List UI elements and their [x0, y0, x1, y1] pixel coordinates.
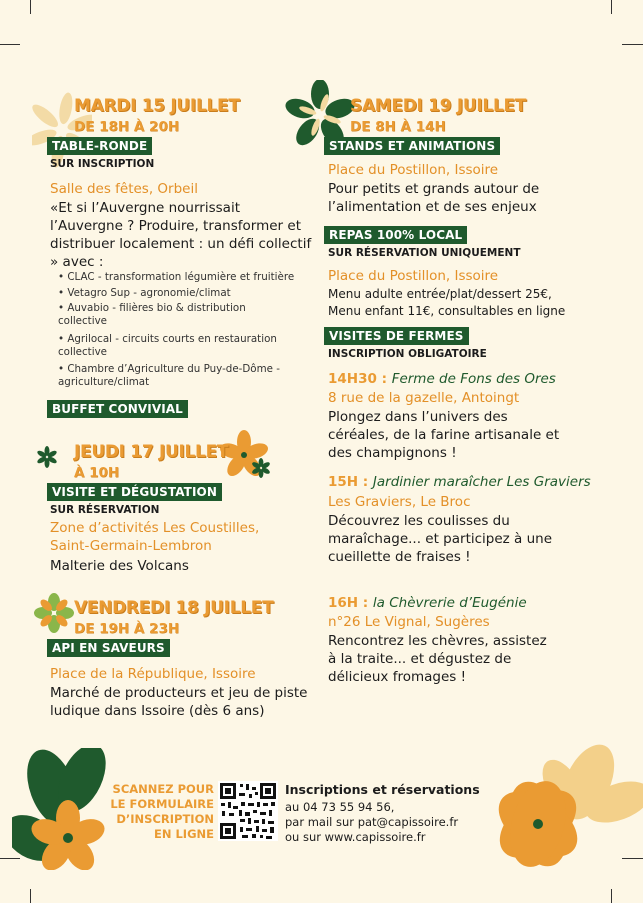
farm-name: la Chèvrerie d’Eugénie [372, 595, 527, 611]
crop-mark [611, 889, 612, 903]
event-time: DE 8H À 14H [350, 119, 446, 135]
farm-hour: 15H : [328, 474, 369, 490]
event-subtitle: SUR INSCRIPTION [50, 158, 155, 170]
event-banner: STANDS ET ANIMATIONS [324, 137, 500, 155]
flower-icon [34, 593, 74, 633]
event-banner: VISITE ET DÉGUSTATION [47, 483, 222, 501]
event-subtitle: INSCRIPTION OBLIGATOIRE [328, 348, 487, 360]
scan-line: EN LIGNE [153, 827, 214, 841]
event-description: Marché de producteurs et jeu de piste ludique dans Issoire (dès 6 ans) [50, 685, 308, 719]
menu-line: Menu adulte entrée/plat/dessert 25€, [328, 287, 552, 301]
bullet-item: • Vetagro Sup - agronomie/climat [58, 287, 231, 299]
contact-email[interactable]: par mail sur pat@capissoire.fr [285, 815, 459, 829]
crop-mark [30, 889, 31, 903]
scan-line: SCANNEZ POUR [112, 782, 214, 796]
event-date: JEUDI 17 JUILLET [74, 442, 229, 462]
bullet-item: • Chambre d’Agriculture du Puy-de-Dôme - agriculture/climat [58, 363, 280, 388]
flower-icon [28, 800, 108, 870]
bullet-item: • CLAC - transformation légumière et fruitière [58, 271, 295, 283]
event-place: Salle des fêtes, Orbeil [50, 181, 198, 197]
event-place: Place du Postillon, Issoire [328, 268, 499, 284]
farm-address: n°26 Le Vignal, Sugères [328, 614, 490, 630]
flower-icon [36, 446, 58, 468]
event-place: Saint-Germain-Lembron [50, 538, 212, 554]
scan-instructions [110, 782, 214, 842]
event-banner: TABLE-RONDE [47, 137, 152, 155]
event-description: Pour petits et grands autour de l’alimentation et de ses enjeux [328, 181, 540, 215]
farm-name: Jardinier maraîcher Les Graviers [372, 474, 591, 490]
event-time: DE 19H À 23H [74, 621, 180, 637]
farm-heading [328, 371, 556, 388]
buffet-banner: BUFFET CONVIVIAL [47, 400, 188, 418]
farm-hour: 16H : [328, 595, 369, 611]
crop-mark [30, 0, 31, 14]
event-subtitle: SUR RÉSERVATION [50, 504, 160, 516]
event-time: DE 18H À 20H [74, 119, 180, 135]
scan-line: D’INSCRIPTION [116, 812, 214, 826]
farm-description: Plongez dans l’univers des céréales, de la farine artisanale et des champignons ! [328, 409, 560, 461]
visites-banner: VISITES DE FERMES [324, 327, 469, 345]
contact-phone[interactable]: au 04 73 55 94 56, [285, 800, 395, 814]
crop-mark [622, 44, 643, 45]
crop-mark [611, 0, 612, 14]
event-banner: API EN SAVEURS [47, 639, 170, 657]
farm-heading [328, 474, 591, 491]
farm-description: Découvrez les coulisses du maraîchage... et participez à une cueillette de fraises ! [328, 513, 553, 565]
event-place: Place de la République, Issoire [50, 666, 256, 682]
qr-code-icon[interactable] [218, 781, 278, 841]
event-description: Malterie des Volcans [50, 558, 189, 574]
contact-website[interactable]: ou sur www.capissoire.fr [285, 830, 426, 844]
event-description: «Et si l’Auvergne nourrissait l’Auvergne ? Produire, transformer et distribuer localement : un défi collectif » avec : [50, 200, 312, 270]
contact-title: Inscriptions et réservations [285, 782, 480, 797]
menu-line: Menu enfant 11€, consultables en ligne [328, 304, 566, 318]
farm-description: Rencontrez les chèvres, assistez à la traite... et dégustez de délicieux fromages ! [328, 633, 547, 685]
farm-heading [328, 595, 527, 612]
flower-icon [468, 742, 643, 887]
event-date: VENDREDI 18 JUILLET [74, 598, 274, 618]
event-date: SAMEDI 19 JUILLET [350, 96, 527, 116]
farm-name: Ferme de Fons des Ores [391, 371, 556, 387]
farm-address: 8 rue de la gazelle, Antoingt [328, 390, 520, 406]
event-subtitle: SUR RÉSERVATION UNIQUEMENT [328, 247, 521, 259]
event-date: MARDI 15 JUILLET [74, 96, 240, 116]
farm-hour: 14H30 : [328, 371, 387, 387]
bullet-item: • Agrilocal - circuits courts en restauration collective [58, 333, 277, 358]
event-time: À 10H [74, 465, 120, 481]
event-place: Place du Postillon, Issoire [328, 162, 499, 178]
bullet-item: • Auvabio - filières bio & distribution collective [58, 302, 246, 327]
crop-mark [0, 44, 20, 45]
repas-banner: REPAS 100% LOCAL [324, 226, 467, 244]
flower-icon [251, 458, 271, 478]
scan-line: LE FORMULAIRE [110, 797, 214, 811]
farm-address: Les Graviers, Le Broc [328, 494, 471, 510]
event-place: Zone d’activités Les Coustilles, [50, 520, 260, 536]
